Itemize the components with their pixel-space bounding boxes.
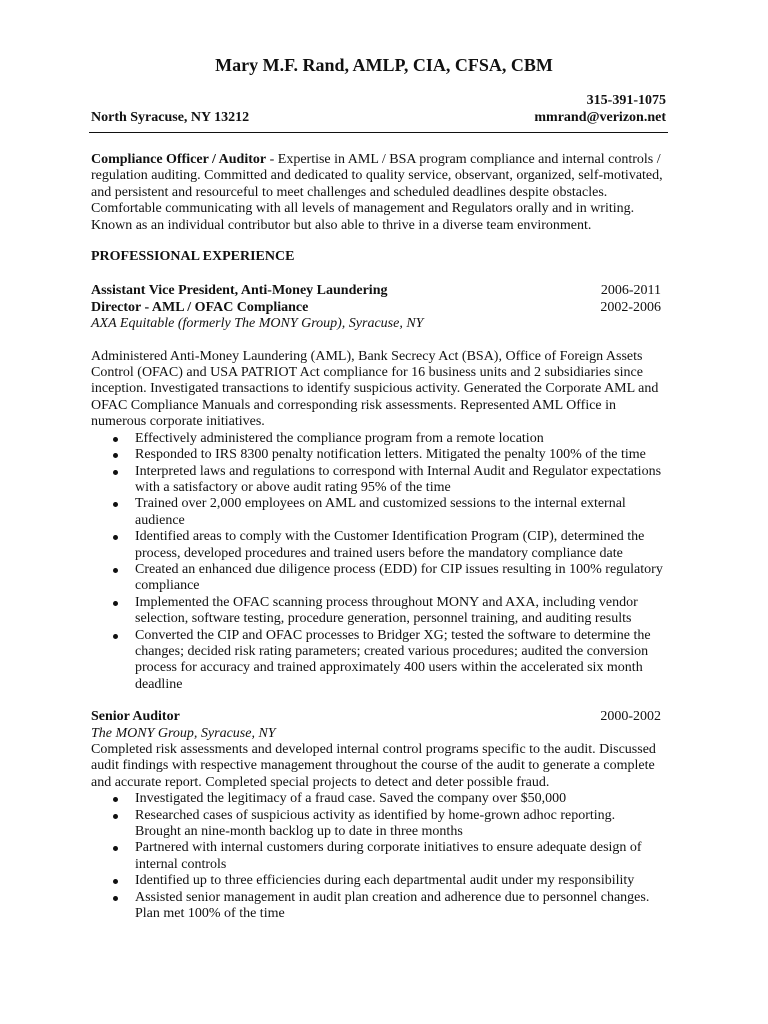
header-divider [89,132,668,133]
list-item: Researched cases of suspicious activity as identified by home-grown adhoc reporting. Brought an nine-month backlog up to date in three months [91,808,669,841]
candidate-name: Mary M.F. Rand, AMLP, CIA, CFSA, CBM [215,55,553,75]
list-item: Identified up to three efficiencies during each departmental audit under my responsibility [91,873,669,889]
list-item: Trained over 2,000 employees on AML and customized sessions to the internal external audience [91,496,669,529]
summary-text: - Expertise in AML / BSA program compliance and internal controls / regulation auditing. Committed and dedicated to quality service, observant, organized, self-motivated, and persistent and resourceful to meet challenges and scheduled deadlines despite obstacles. Comfortable communicating with all levels of management and Regulators orally and in writing. Known as an individual contributor but also able to thrive in a diverse team environment. [91,152,663,233]
company-name: The MONY Group, Syracuse, NY [91,725,276,741]
job-row [91,283,669,299]
list-item: Created an enhanced due diligence process (EDD) for CIP issues resulting in 100% regulatory compliance [91,562,669,595]
resume-body [91,152,669,922]
job-dates: 2002-2006 [600,299,661,315]
list-item: Interpreted laws and regulations to correspond with Internal Audit and Regulator expectations with a satisfactory or above audit rating 95% of the time [91,464,669,497]
list-item: Effectively administered the compliance program from a remote location [91,431,669,447]
job-title: Senior Auditor [91,709,180,725]
list-item: Converted the CIP and OFAC processes to Bridger XG; tested the software to determine the changes; decided risk rating parameters; created various procedures; audited the conversion process for accuracy and trained approximately 400 users within the accelerated six month deadline [91,628,669,694]
job-achievements-list [91,431,669,694]
list-item: Identified areas to comply with the Customer Identification Program (CIP), determined the process, developed procedures and trained users before the mandatory compliance date [91,529,669,562]
email-address: mmrand@verizon.net [534,110,666,125]
list-item: Implemented the OFAC scanning process throughout MONY and AXA, including vendor selection, software testing, procedure generation, personnel training, and auditing results [91,595,669,628]
job-title: Director - AML / OFAC Compliance [91,299,309,315]
job-title: Assistant Vice President, Anti-Money Laundering [91,283,388,299]
company-name: AXA Equitable (formerly The MONY Group), Syracuse, NY [91,316,424,332]
job-dates: 2006-2011 [600,283,661,299]
section-heading-experience: PROFESSIONAL EXPERIENCE [91,249,295,265]
list-item: Partnered with internal customers during corporate initiatives to ensure adequate design of internal controls [91,840,669,873]
phone-number: 315-391-1075 [586,93,666,108]
summary-paragraph [91,152,669,234]
list-item: Responded to IRS 8300 penalty notification letters. Mitigated the penalty 100% of the time [91,447,669,463]
address: North Syracuse, NY 13212 [91,110,250,125]
job-description: Administered Anti-Money Laundering (AML), Bank Secrecy Act (BSA), Office of Foreign Assets Control (OFAC) and USA PATRIOT Act compliance for 16 business units and 2 subsidiaries since inception. Investigated transactions to identify suspicious activity. Generated the Corporate AML and OFAC Compliance Manuals and corresponding risk assessments. Represented AML Office in numerous corporate initiatives. [91,348,659,430]
job-row [91,709,669,725]
list-item: Investigated the legitimacy of a fraud case. Saved the company over $50,000 [91,791,669,807]
summary-lead: Compliance Officer / Auditor [91,152,267,167]
job-row [91,300,669,316]
job-dates: 2000-2002 [600,709,661,725]
job-achievements-list [91,791,669,922]
list-item: Assisted senior management in audit plan creation and adherence due to personnel changes. Plan met 100% of the time [91,890,669,923]
job-description: Completed risk assessments and developed internal control programs specific to the audit. Discussed audit findings with respective management throughout the course of the audit to generate a complete and accurate report. Completed special projects to detect and deter possible fraud. [91,742,656,790]
